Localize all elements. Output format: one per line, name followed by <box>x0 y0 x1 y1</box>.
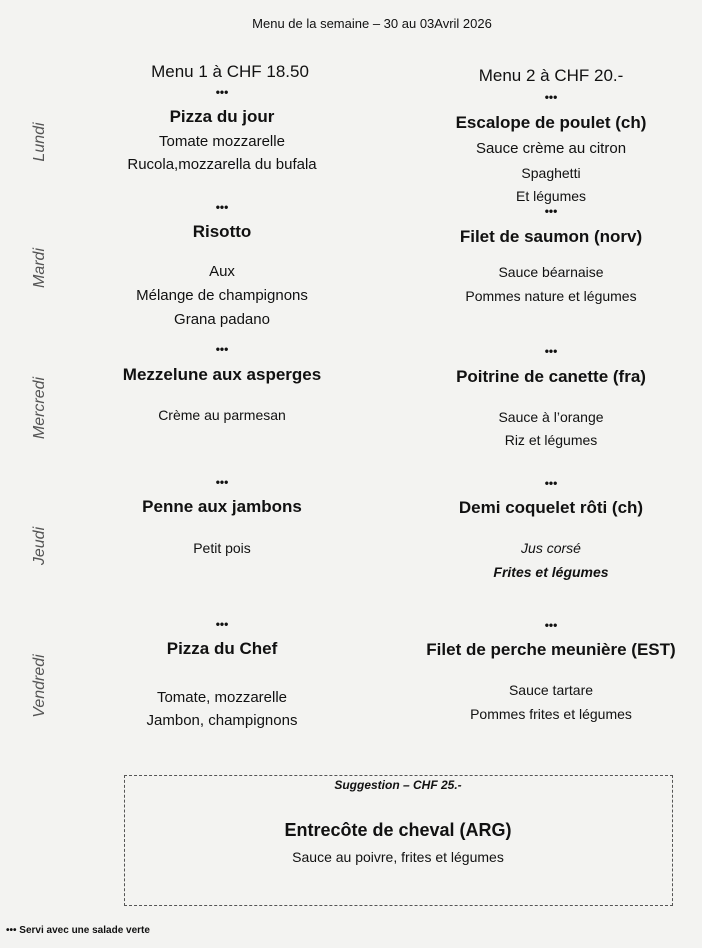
mardi-menu1-line: Aux <box>209 263 235 280</box>
mardi-menu1-line: Mélange de champignons <box>136 287 308 304</box>
mercredi-menu1-line: Crème au parmesan <box>158 407 286 423</box>
day-label-lundi: Lundi <box>31 122 48 162</box>
lundi-menu2-line: Et légumes <box>515 188 587 204</box>
separator: ••• <box>544 476 558 490</box>
mardi-menu2-line: Sauce béarnaise <box>498 264 604 280</box>
day-label-mercredi: Mercredi <box>31 376 48 440</box>
mercredi-menu2-line: Riz et légumes <box>504 432 598 448</box>
day-label-jeudi: Jeudi <box>31 526 48 566</box>
mardi-menu1-line: Grana padano <box>174 311 270 328</box>
vendredi-menu2-line: Sauce tartare <box>508 682 594 698</box>
day-label-vendredi: Vendredi <box>31 654 48 718</box>
suggestion-description: Sauce au poivre, frites et légumes <box>292 849 504 865</box>
lundi-menu2-dish: Escalope de poulet (ch) <box>455 113 647 132</box>
separator: ••• <box>544 204 558 218</box>
mercredi-menu2-dish: Poitrine de canette (fra) <box>456 367 646 386</box>
vendredi-menu2-line: Pommes frites et légumes <box>470 706 632 722</box>
lundi-menu1-dish: Pizza du jour <box>169 107 275 126</box>
separator: ••• <box>6 925 17 936</box>
separator: ••• <box>215 342 229 356</box>
separator: ••• <box>215 617 229 631</box>
jeudi-menu2-line: Jus corsé <box>521 540 581 556</box>
separator: ••• <box>544 618 558 632</box>
menu1-header: Menu 1 à CHF 18.50 <box>151 62 309 81</box>
page-title: Menu de la semaine – 30 au 03Avril 2026 <box>252 16 492 31</box>
vendredi-menu2-dish: Filet de perche meunière (EST) <box>426 640 676 659</box>
suggestion-dish: Entrecôte de cheval (ARG) <box>284 820 512 840</box>
jeudi-menu2-dish: Demi coquelet rôti (ch) <box>458 498 644 517</box>
suggestion-label: Suggestion – CHF 25.- <box>334 778 462 792</box>
vendredi-menu1-line: Tomate, mozzarelle <box>156 689 288 706</box>
jeudi-menu1-dish: Penne aux jambons <box>142 497 302 516</box>
lundi-menu2-line: Spaghetti <box>521 165 581 181</box>
day-label-mardi: Mardi <box>31 247 48 289</box>
vendredi-menu1-dish: Pizza du Chef <box>166 639 278 658</box>
separator: ••• <box>215 475 229 489</box>
separator: ••• <box>544 90 558 104</box>
separator: ••• <box>544 344 558 358</box>
vendredi-menu1-line: Jambon, champignons <box>146 712 298 729</box>
footer-note <box>6 925 150 936</box>
jeudi-menu1-line: Petit pois <box>193 540 251 556</box>
footer-note-text: Servi avec une salade verte <box>19 925 150 936</box>
jeudi-menu2-line: Frites et légumes <box>493 564 609 580</box>
mardi-menu1-dish: Risotto <box>192 222 252 241</box>
separator: ••• <box>215 200 229 214</box>
menu2-header: Menu 2 à CHF 20.- <box>478 66 624 85</box>
mercredi-menu1-dish: Mezzelune aux asperges <box>122 365 322 384</box>
lundi-menu1-line: Tomate mozzarelle <box>159 133 285 150</box>
mardi-menu2-line: Pommes nature et légumes <box>465 288 637 304</box>
lundi-menu2-line: Sauce crème au citron <box>475 140 627 157</box>
lundi-menu1-line: Rucola,mozzarella du bufala <box>127 156 317 173</box>
mardi-menu2-dish: Filet de saumon (norv) <box>459 227 643 246</box>
separator: ••• <box>215 85 229 99</box>
mercredi-menu2-line: Sauce à l’orange <box>498 409 604 425</box>
